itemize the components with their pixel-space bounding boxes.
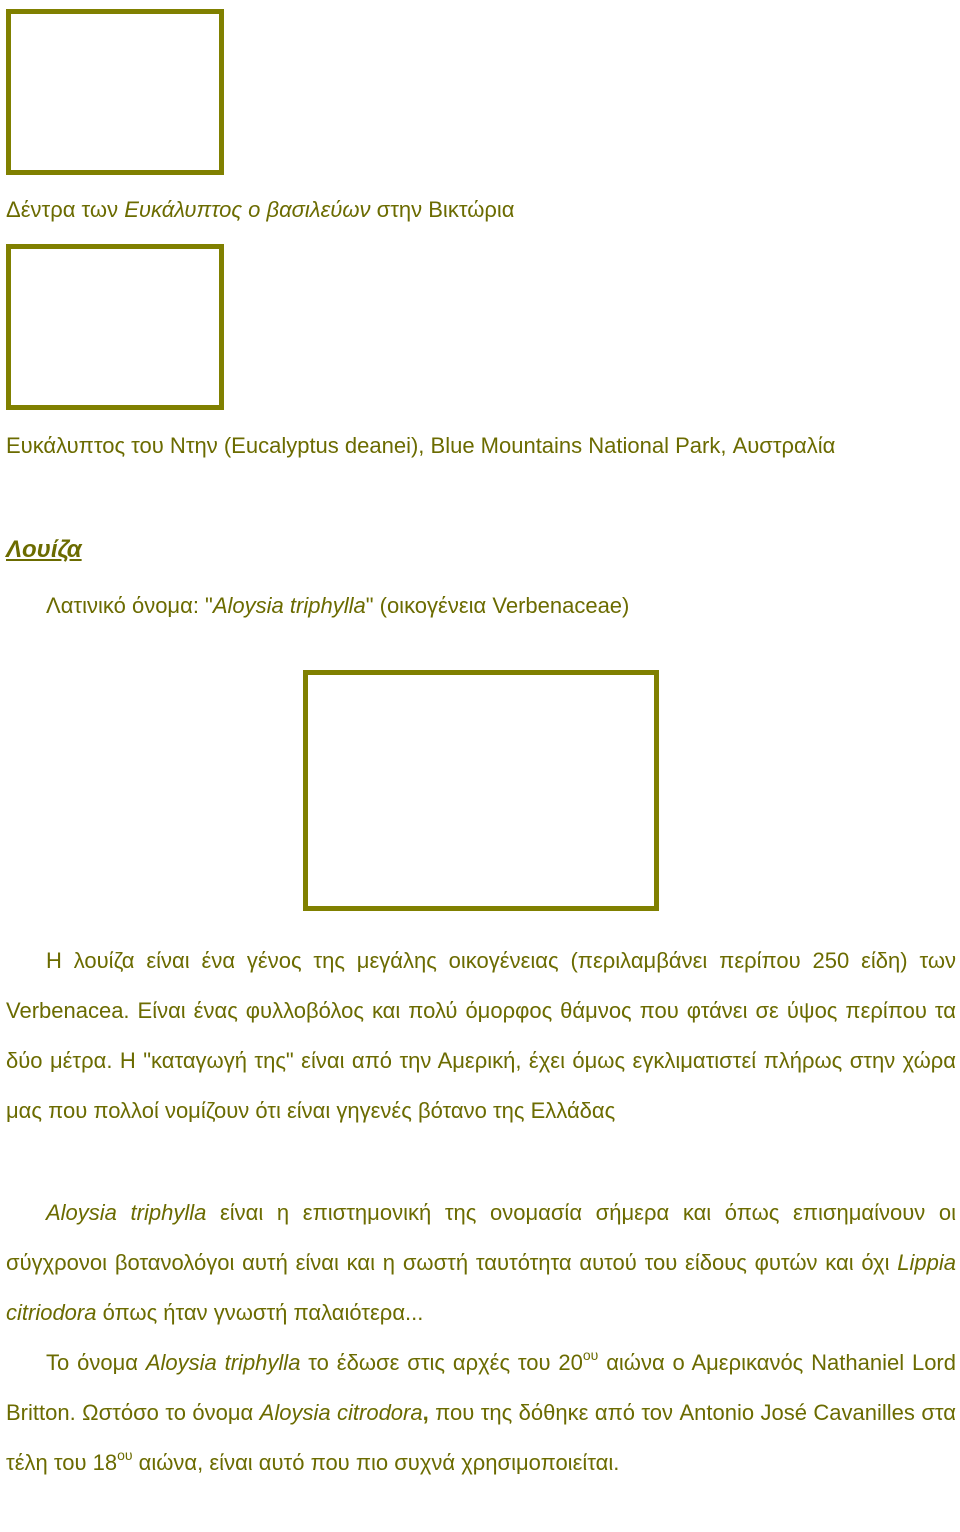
image-placeholder-1	[6, 9, 224, 175]
section-heading-louiza[interactable]: Λουίζα	[6, 536, 82, 563]
caption-eucalyptus-regnans: Δέντρα των Ευκάλυπτος ο βασιλεύων στην Βικτώρια	[6, 197, 515, 222]
latin-name-line: Λατινικό όνομα: "Aloysia triphylla" (οικογένεια Verbenaceae)	[46, 593, 630, 618]
image-placeholder-3	[303, 670, 659, 911]
caption-eucalyptus-deanei: Ευκάλυπτος του Ντην (Eucalyptus deanei), Blue Mountains National Park, Αυστραλία	[6, 433, 836, 458]
paragraph-scientific-name: Aloysia triphylla είναι η επιστημονική της ονομασία σήμερα και όπως επισημαίνουν οι σύγχρονοι βοτανολόγοι αυτή είναι και η σωστή ταυτότητα αυτού του είδους φυτών και όχι Lippia citriodora όπως ήταν γνωστή παλαιότερα...	[6, 1200, 956, 1325]
paragraph-naming-history: Το όνομα Aloysia triphylla το έδωσε στις αρχές του $20^{o\upsilon}$ αιώνα ο Αμερικανός Nathaniel Lord Britton. Ωστόσο το όνομα Aloysia citrodora, που της δόθηκε από τον Antonio José Cavanilles στα τέλη του $18^{o\upsilon}$ αιώνα, είναι αυτό που πιο συχνά χρησιμοποιείται.	[6, 1347, 957, 1475]
paragraph-description: Η λουίζα είναι ένα γένος της μεγάλης οικογένειας (περιλαμβάνει περίπου 250 είδη) των Verbenacea. Είναι ένας φυλλοβόλος και πολύ όμορφος θάμνος που φτάνει σε ύψος περίπου τα δύο μέτρα. Η "καταγωγή της" είναι από την Αμερική, έχει όμως εγκλιματιστεί πλήρως στην χώρα μας που πολλοί νομίζουν ότι είναι γηγενές βότανο της Ελλάδας	[6, 948, 956, 1123]
image-placeholder-2	[6, 244, 224, 410]
